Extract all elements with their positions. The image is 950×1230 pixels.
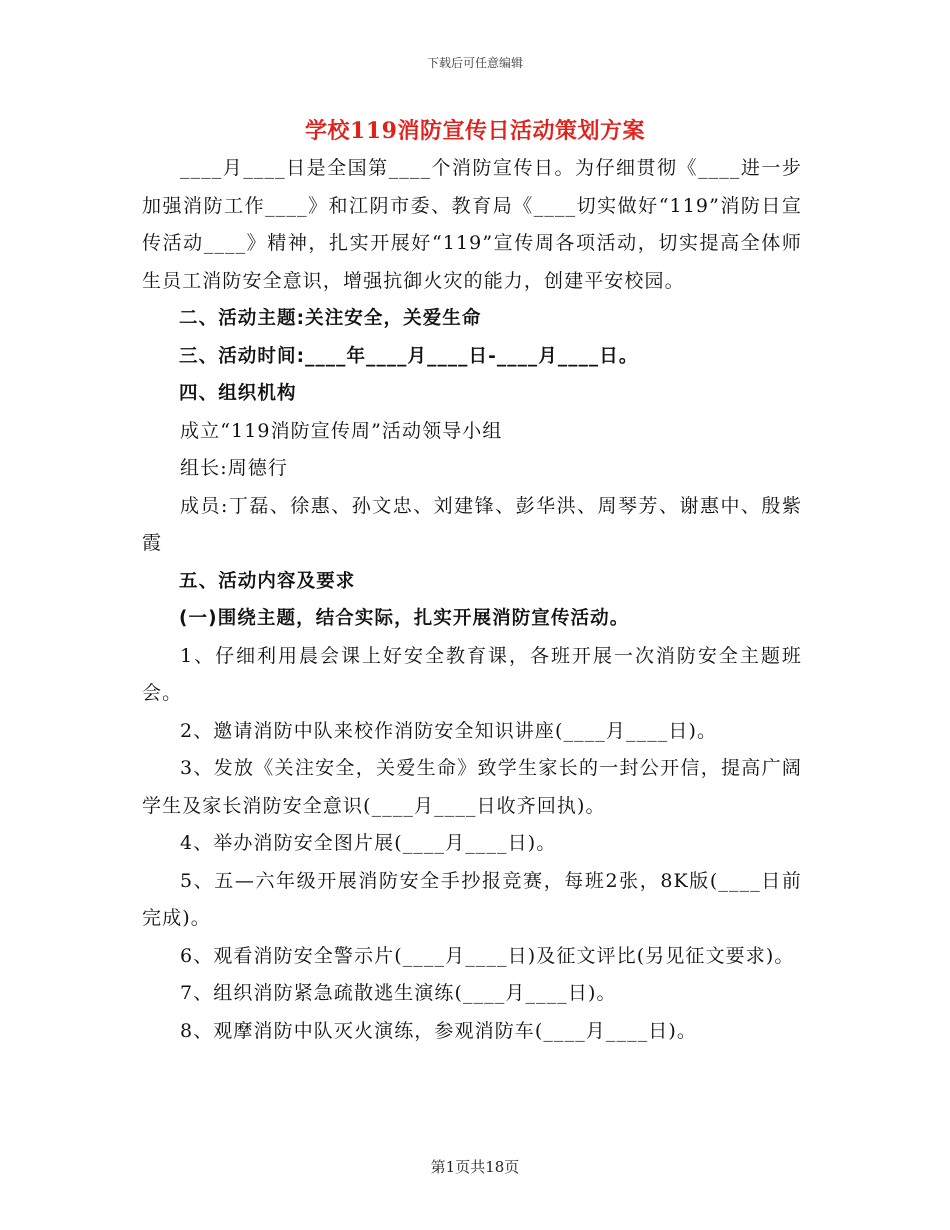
paragraph-time: 三、活动时间:____年____月____日-____月____日。 — [179, 345, 639, 367]
paragraph-item-8: 8、观摩消防中队灭火演练，参观消防车(____月____日)。 — [180, 1019, 698, 1042]
paragraph-item-2: 2、邀请消防中队来校作消防安全知识讲座(____月____日)。 — [180, 719, 718, 742]
paragraph-group: 成立“119消防宣传周”活动领导小组 — [180, 419, 503, 442]
document-title: 学校119消防宣传日活动策划方案 — [305, 118, 645, 144]
paragraph-item-3: 3、发放《关注安全，关爱生命》致学生家长的一封公开信，提高广阔学生及家长消防安全意识(____月____日收齐回执)。 — [142, 757, 802, 817]
paragraph-leader: 组长:周德行 — [180, 457, 289, 479]
paragraph-theme: 二、活动主题:关注安全，关爱生命 — [179, 308, 482, 329]
paragraph-organization-heading: 四、组织机构 — [179, 383, 297, 404]
paragraph-item-4: 4、举办消防安全图片展(____月____日)。 — [180, 832, 557, 854]
paragraph-content-heading: 五、活动内容及要求 — [179, 570, 356, 592]
paragraph-item-7: 7、组织消防紧急疏散逃生演练(____月____日)。 — [180, 982, 617, 1004]
page-number: 第1页共18页 — [430, 1158, 520, 1176]
document-body — [142, 150, 802, 1050]
paragraph-item-1: 1、仔细利用晨会课上好安全教育课，各班开展一次消防安全主题班会。 — [142, 644, 802, 704]
header-note: 下载后可任意编辑 — [426, 56, 523, 70]
paragraph-members: 成员:丁磊、徐惠、孙文忠、刘建锋、彭华洪、周琴芳、谢惠中、殷紫霞 — [142, 494, 802, 554]
paragraph-intro: ____月____日是全国第____个消防宣传日。为仔细贯彻《____进一步加强消防工作____》和江阴市委、教育局《____切实做好“119”消防日宣传活动____》精神，扎实开展好“119”宣传周各项活动，切实提高全体师生员工消防安全意识，增强抗御火灾的能力，创建平安校园。 — [142, 157, 802, 292]
paragraph-subheading-1: (一)围绕主题，结合实际，扎实开展消防宣传活动。 — [179, 608, 630, 629]
paragraph-item-5: 5、五—六年级开展消防安全手抄报竞赛，每班2张，8K版(____日前完成)。 — [142, 869, 802, 929]
paragraph-item-6: 6、观看消防安全警示片(____月____日)及征文评比(另见征文要求)。 — [180, 944, 795, 967]
